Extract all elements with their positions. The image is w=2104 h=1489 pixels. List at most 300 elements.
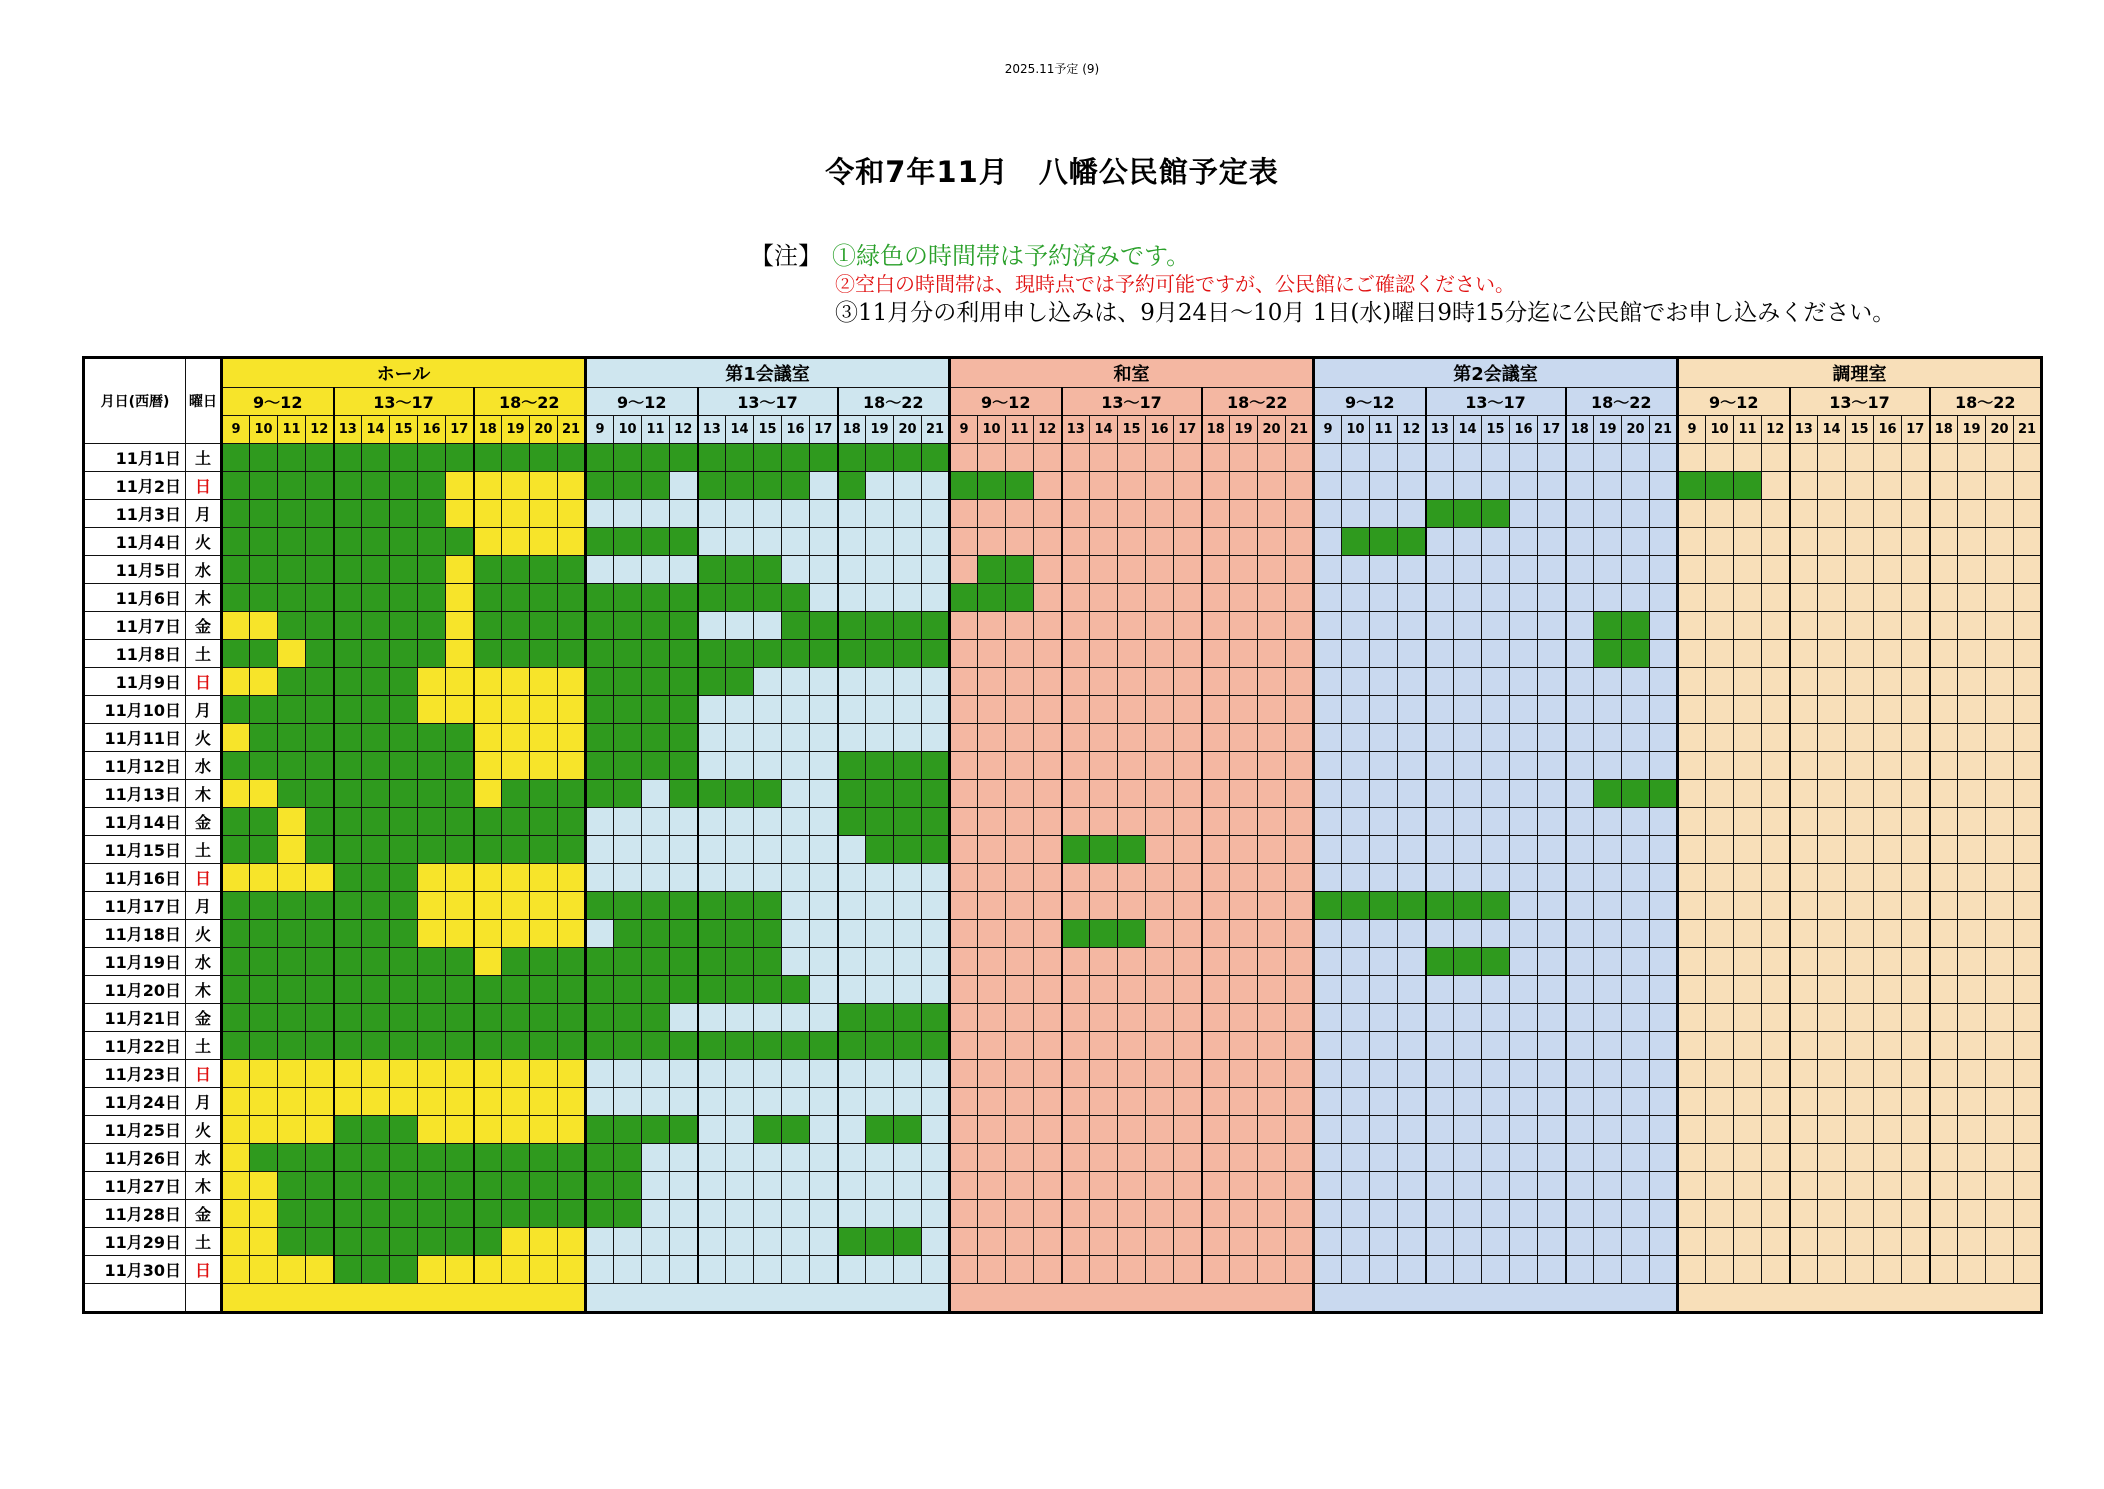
open-slot [1510, 556, 1538, 584]
booked-slot [306, 920, 334, 948]
open-slot [1818, 612, 1846, 640]
booked-slot [474, 444, 502, 472]
open-slot [670, 1172, 698, 1200]
open-slot [670, 556, 698, 584]
open-slot [1902, 948, 1930, 976]
open-slot [1846, 1088, 1874, 1116]
open-slot [614, 1060, 642, 1088]
open-slot [1930, 528, 1958, 556]
open-slot [1818, 752, 1846, 780]
open-slot [1202, 808, 1230, 836]
open-slot [530, 668, 558, 696]
open-slot [1538, 780, 1566, 808]
booked-slot [1090, 836, 1118, 864]
open-slot [670, 500, 698, 528]
open-slot [1986, 976, 2014, 1004]
hour-header: 20 [530, 416, 558, 444]
open-slot [1426, 724, 1454, 752]
open-slot [1762, 584, 1790, 612]
open-slot [1874, 1032, 1902, 1060]
open-slot [782, 1228, 810, 1256]
room-footer [586, 1284, 950, 1313]
open-slot [446, 500, 474, 528]
open-slot [1370, 920, 1398, 948]
booked-slot [222, 584, 250, 612]
open-slot [1790, 528, 1818, 556]
open-slot [1650, 808, 1678, 836]
open-slot [1622, 696, 1650, 724]
open-slot [1818, 500, 1846, 528]
open-slot [1398, 500, 1426, 528]
open-slot [1286, 444, 1314, 472]
open-slot [222, 864, 250, 892]
open-slot [978, 1004, 1006, 1032]
weekday-cell: 日 [186, 668, 222, 696]
booked-slot [362, 528, 390, 556]
weekday-cell: 水 [186, 1144, 222, 1172]
open-slot [446, 640, 474, 668]
booked-slot [1006, 472, 1034, 500]
open-slot [446, 920, 474, 948]
open-slot [950, 556, 978, 584]
open-slot [978, 892, 1006, 920]
open-slot [1370, 808, 1398, 836]
open-slot [950, 444, 978, 472]
open-slot [1258, 920, 1286, 948]
open-slot [1258, 1032, 1286, 1060]
open-slot [1146, 1032, 1174, 1060]
open-slot [1538, 892, 1566, 920]
open-slot [1958, 1032, 1986, 1060]
open-slot [1258, 1228, 1286, 1256]
open-slot [1874, 472, 1902, 500]
open-slot [1510, 528, 1538, 556]
open-slot [1734, 920, 1762, 948]
open-slot [1622, 1032, 1650, 1060]
open-slot [1006, 444, 1034, 472]
open-slot [1034, 584, 1062, 612]
booked-slot [390, 472, 418, 500]
hour-header: 13 [1062, 416, 1090, 444]
open-slot [1678, 836, 1706, 864]
open-slot [1034, 640, 1062, 668]
booked-slot [278, 724, 306, 752]
open-slot [1398, 1144, 1426, 1172]
open-slot [1454, 976, 1482, 1004]
open-slot [1930, 892, 1958, 920]
open-slot [1958, 1116, 1986, 1144]
booked-slot [418, 1172, 446, 1200]
open-slot [1594, 1004, 1622, 1032]
open-slot [1426, 612, 1454, 640]
open-slot [1762, 500, 1790, 528]
open-slot [726, 1116, 754, 1144]
open-slot [1118, 1256, 1146, 1284]
open-slot [502, 528, 530, 556]
open-slot [1902, 444, 1930, 472]
booked-slot [530, 612, 558, 640]
open-slot [1174, 892, 1202, 920]
open-slot [978, 1060, 1006, 1088]
open-slot [1958, 528, 1986, 556]
booked-slot [502, 612, 530, 640]
booked-slot [418, 612, 446, 640]
open-slot [474, 500, 502, 528]
open-slot [866, 528, 894, 556]
booked-slot [334, 696, 362, 724]
open-slot [1286, 640, 1314, 668]
open-slot [1146, 1172, 1174, 1200]
booked-slot [530, 1200, 558, 1228]
table-row [84, 836, 2042, 864]
open-slot [1454, 1088, 1482, 1116]
open-slot [698, 696, 726, 724]
open-slot [1790, 668, 1818, 696]
open-slot [250, 1256, 278, 1284]
open-slot [586, 920, 614, 948]
period-header: 9～12 [222, 388, 334, 416]
open-slot [502, 752, 530, 780]
open-slot [726, 1172, 754, 1200]
hour-header: 12 [306, 416, 334, 444]
open-slot [1762, 1060, 1790, 1088]
booked-slot [278, 1004, 306, 1032]
open-slot [1902, 780, 1930, 808]
open-slot [1034, 1116, 1062, 1144]
open-slot [1342, 444, 1370, 472]
open-slot [474, 472, 502, 500]
open-slot [1622, 1144, 1650, 1172]
open-slot [2014, 1116, 2042, 1144]
open-slot [1230, 892, 1258, 920]
open-slot [1202, 1200, 1230, 1228]
booked-slot [1622, 640, 1650, 668]
open-slot [1986, 1172, 2014, 1200]
hour-header: 20 [1986, 416, 2014, 444]
period-header: 13～17 [698, 388, 838, 416]
open-slot [670, 1228, 698, 1256]
open-slot [1958, 892, 1986, 920]
booked-slot [558, 1032, 586, 1060]
open-slot [1174, 1004, 1202, 1032]
open-slot [1818, 1256, 1846, 1284]
open-slot [1426, 1060, 1454, 1088]
booked-slot [754, 472, 782, 500]
open-slot [1958, 1256, 1986, 1284]
table-row [84, 1088, 2042, 1116]
hour-header: 16 [1146, 416, 1174, 444]
booked-slot [726, 444, 754, 472]
open-slot [222, 1060, 250, 1088]
booked-slot [362, 500, 390, 528]
page-title: 令和7年11月 八幡公民館予定表 [825, 155, 1279, 189]
open-slot [642, 1256, 670, 1284]
open-slot [558, 752, 586, 780]
booked-slot [418, 1144, 446, 1172]
open-slot [1734, 892, 1762, 920]
open-slot [418, 1060, 446, 1088]
open-slot [1118, 1228, 1146, 1256]
hour-header: 11 [278, 416, 306, 444]
booked-slot [978, 472, 1006, 500]
table-row [84, 920, 2042, 948]
hour-header: 14 [726, 416, 754, 444]
open-slot [1118, 724, 1146, 752]
open-slot [1482, 1032, 1510, 1060]
weekday-cell: 火 [186, 724, 222, 752]
open-slot [1986, 556, 2014, 584]
booked-slot [838, 1032, 866, 1060]
open-slot [1118, 1032, 1146, 1060]
open-slot [1426, 1032, 1454, 1060]
weekday-cell: 月 [186, 696, 222, 724]
open-slot [1650, 892, 1678, 920]
open-slot [1482, 1088, 1510, 1116]
booked-slot [978, 556, 1006, 584]
open-slot [2014, 1004, 2042, 1032]
booked-slot [250, 472, 278, 500]
open-slot [1370, 668, 1398, 696]
open-slot [1454, 556, 1482, 584]
booked-slot [810, 640, 838, 668]
booked-slot [250, 584, 278, 612]
open-slot [1846, 444, 1874, 472]
open-slot [1034, 752, 1062, 780]
open-slot [306, 1088, 334, 1116]
booked-slot [334, 724, 362, 752]
open-slot [1510, 780, 1538, 808]
open-slot [1930, 920, 1958, 948]
open-slot [1426, 1004, 1454, 1032]
open-slot [1426, 864, 1454, 892]
booked-slot [754, 948, 782, 976]
open-slot [866, 696, 894, 724]
booked-slot [1482, 892, 1510, 920]
open-slot [2014, 920, 2042, 948]
open-slot [1426, 556, 1454, 584]
open-slot [1230, 836, 1258, 864]
open-slot [1846, 1060, 1874, 1088]
booked-slot [334, 920, 362, 948]
open-slot [1370, 1032, 1398, 1060]
open-slot [1622, 1060, 1650, 1088]
open-slot [1314, 1004, 1342, 1032]
open-slot [1594, 1060, 1622, 1088]
date-cell: 11月20日 [84, 976, 186, 1004]
booked-slot [1006, 556, 1034, 584]
table-row [84, 976, 2042, 1004]
hour-header: 17 [1902, 416, 1930, 444]
open-slot [1006, 1228, 1034, 1256]
open-slot [1510, 836, 1538, 864]
open-slot [782, 1004, 810, 1032]
booked-slot [894, 1228, 922, 1256]
period-header: 18～22 [838, 388, 950, 416]
booked-slot [530, 584, 558, 612]
booked-slot [250, 696, 278, 724]
open-slot [1510, 724, 1538, 752]
open-slot [1258, 808, 1286, 836]
booked-slot [362, 864, 390, 892]
open-slot [1426, 696, 1454, 724]
open-slot [1202, 1172, 1230, 1200]
open-slot [1426, 1256, 1454, 1284]
open-slot [1706, 1116, 1734, 1144]
room-header: ホール [222, 358, 586, 388]
booked-slot [782, 640, 810, 668]
open-slot [810, 584, 838, 612]
table-row [84, 640, 2042, 668]
open-slot [866, 472, 894, 500]
booked-slot [334, 1116, 362, 1144]
open-slot [810, 556, 838, 584]
booked-slot [390, 1228, 418, 1256]
open-slot [1202, 1116, 1230, 1144]
open-slot [1594, 556, 1622, 584]
hour-header: 17 [446, 416, 474, 444]
booked-slot [222, 892, 250, 920]
open-slot [1482, 1200, 1510, 1228]
open-slot [1258, 724, 1286, 752]
open-slot [1762, 1256, 1790, 1284]
booked-slot [1342, 528, 1370, 556]
date-cell: 11月2日 [84, 472, 186, 500]
period-header: 13～17 [1426, 388, 1566, 416]
open-slot [1454, 1200, 1482, 1228]
booked-slot [1398, 528, 1426, 556]
weekday-cell: 土 [186, 640, 222, 668]
booked-slot [502, 1004, 530, 1032]
open-slot [1986, 1032, 2014, 1060]
open-slot [1846, 668, 1874, 696]
hour-header: 11 [642, 416, 670, 444]
open-slot [1314, 444, 1342, 472]
open-slot [1286, 808, 1314, 836]
booked-slot [642, 612, 670, 640]
open-slot [1454, 528, 1482, 556]
open-slot [1958, 836, 1986, 864]
hour-header: 9 [222, 416, 250, 444]
open-slot [278, 836, 306, 864]
open-slot [530, 920, 558, 948]
open-slot [1062, 556, 1090, 584]
open-slot [1258, 1004, 1286, 1032]
open-slot [1986, 696, 2014, 724]
open-slot [446, 1060, 474, 1088]
booked-slot [278, 976, 306, 1004]
open-slot [1398, 752, 1426, 780]
open-slot [950, 696, 978, 724]
open-slot [1202, 444, 1230, 472]
room-header: 和室 [950, 358, 1314, 388]
booked-slot [334, 1228, 362, 1256]
date-cell: 11月16日 [84, 864, 186, 892]
open-slot [1146, 892, 1174, 920]
open-slot [1678, 1060, 1706, 1088]
open-slot [1174, 780, 1202, 808]
open-slot [2014, 556, 2042, 584]
open-slot [334, 1060, 362, 1088]
open-slot [1062, 976, 1090, 1004]
open-slot [1594, 472, 1622, 500]
open-slot [558, 864, 586, 892]
date-cell: 11月1日 [84, 444, 186, 472]
open-slot [1958, 864, 1986, 892]
open-slot [754, 864, 782, 892]
open-slot [922, 696, 950, 724]
open-slot [1762, 1116, 1790, 1144]
open-slot [558, 528, 586, 556]
open-slot [922, 1228, 950, 1256]
open-slot [1398, 1060, 1426, 1088]
booked-slot [222, 808, 250, 836]
booked-slot [1426, 948, 1454, 976]
open-slot [1062, 752, 1090, 780]
open-slot [1622, 864, 1650, 892]
open-slot [1146, 1088, 1174, 1116]
hour-header: 15 [754, 416, 782, 444]
open-slot [1706, 948, 1734, 976]
booked-slot [922, 1004, 950, 1032]
open-slot [1846, 724, 1874, 752]
open-slot [726, 612, 754, 640]
booked-slot [446, 1200, 474, 1228]
table-row [84, 864, 2042, 892]
open-slot [1146, 444, 1174, 472]
open-slot [250, 612, 278, 640]
open-slot [922, 864, 950, 892]
open-slot [1566, 640, 1594, 668]
table-row [84, 948, 2042, 976]
open-slot [1986, 444, 2014, 472]
open-slot [1146, 556, 1174, 584]
open-slot [1566, 500, 1594, 528]
open-slot [1538, 1144, 1566, 1172]
open-slot [1426, 1200, 1454, 1228]
open-slot [586, 836, 614, 864]
booked-slot [278, 528, 306, 556]
open-slot [950, 920, 978, 948]
hour-header: 10 [614, 416, 642, 444]
note-blank-legend: ②空白の時間帯は、現時点では予約可能ですが、公民館にご確認ください。 [835, 272, 1515, 296]
open-slot [1706, 528, 1734, 556]
open-slot [1678, 1228, 1706, 1256]
open-slot [1930, 1004, 1958, 1032]
booked-slot [614, 976, 642, 1004]
open-slot [1174, 444, 1202, 472]
open-slot [1230, 1256, 1258, 1284]
booked-slot [642, 1004, 670, 1032]
booked-slot [894, 780, 922, 808]
date-cell: 11月21日 [84, 1004, 186, 1032]
open-slot [222, 1116, 250, 1144]
open-slot [1538, 808, 1566, 836]
open-slot [1370, 500, 1398, 528]
open-slot [222, 1088, 250, 1116]
open-slot [810, 1200, 838, 1228]
booked-slot [726, 584, 754, 612]
open-slot [1454, 696, 1482, 724]
booked-slot [866, 1004, 894, 1032]
open-slot [1398, 696, 1426, 724]
open-slot [1650, 1060, 1678, 1088]
open-slot [1734, 1200, 1762, 1228]
open-slot [1986, 1088, 2014, 1116]
booked-slot [530, 808, 558, 836]
open-slot [1006, 780, 1034, 808]
open-slot [1370, 1004, 1398, 1032]
open-slot [1790, 472, 1818, 500]
